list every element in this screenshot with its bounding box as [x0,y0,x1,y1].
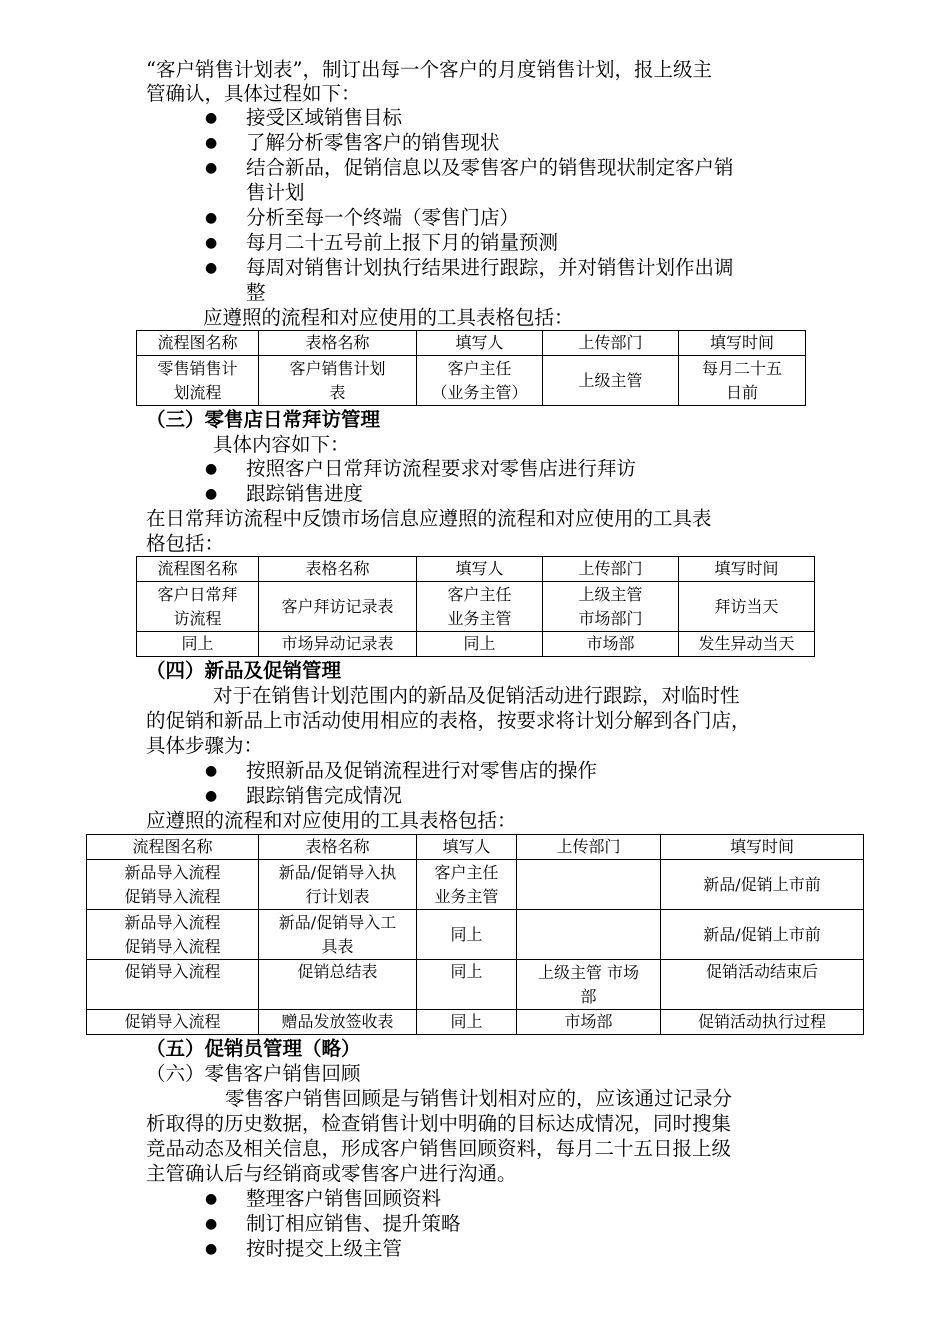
bullet-text: 接受区域销售目标 [246,106,403,129]
bullet-icon: ● [205,1241,218,1257]
paragraph-line: 具体步骤为： [146,734,264,757]
table-cell [417,860,517,910]
table-header-row [137,557,815,582]
header-cell: 流程图名称 [137,557,259,582]
cell-line: 促销导入流程 [124,936,221,956]
table-cell: 新品/促销上市前 [661,910,864,960]
header-cell: 表格名称 [259,331,417,356]
table-cell [679,356,806,406]
cell-line: 具表 [321,936,354,956]
bullet-text: 按照客户日常拜访流程要求对零售店进行拜访 [246,457,637,480]
paragraph-line: 在日常拜访流程中反馈市场信息应遵照的流程和对应使用的工具表 [146,507,712,530]
section-title: （六）零售客户销售回顾 [146,1062,361,1085]
cell-line: 新品/促销导入工 [278,912,397,932]
table-cell: 同上 [417,632,543,657]
paragraph-line: 的促销和新品上市活动使用相应的表格，按要求将计划分解到各门店， [146,709,751,732]
cell-line: 每月二十五 [701,358,782,378]
paragraph-line: 格包括： [146,532,225,555]
cell-line: 上级主管 市场 [537,962,640,982]
table-cell: 市场部 [517,1010,661,1035]
header-cell: 流程图名称 [137,331,259,356]
table-cell [259,860,417,910]
cell-line: 促销导入流程 [124,886,221,906]
table-row [87,960,864,1010]
table-row [137,632,815,657]
cell-line: 日前 [725,382,758,402]
header-cell: 表格名称 [259,557,417,582]
table-cell [517,960,661,1010]
table-cell [417,582,543,632]
table-cell: 促销总结表 [259,960,417,1010]
table-cell [259,910,417,960]
bullet-text: 了解分析零售客户的销售现状 [246,131,500,154]
bullet-text: 每月二十五号前上报下月的销量预测 [246,231,559,254]
table-cell: 同上 [417,960,517,1010]
intro-line-1: “客户销售计划表”，制订出每一个客户的月度销售计划，报上级主 [146,58,712,81]
table-cell [87,860,259,910]
paragraph-line: 零售客户销售回顾是与销售计划相对应的，应该通过记录分 [225,1087,733,1110]
bullet-icon: ● [205,461,218,477]
bullet-text: 跟踪销售进度 [246,482,364,505]
section-title: （三）零售店日常拜访管理 [146,408,381,431]
table-cell: 客户拜访记录表 [259,582,417,632]
table-cell: 市场异动记录表 [259,632,417,657]
table-row [137,356,806,406]
cell-line: 客户主任 [447,584,512,604]
section-title: （四）新品及促销管理 [146,659,342,682]
paragraph-line: 对于在销售计划范围内的新品及促销活动进行跟踪，对临时性 [213,684,740,707]
table-header-row [87,835,864,860]
cell-line: 市场部门 [578,608,643,628]
bullet-text: 整理客户销售回顾资料 [246,1187,442,1210]
header-cell: 上传部门 [517,835,661,860]
cell-line: 部 [580,986,597,1006]
header-cell: 上传部门 [543,331,679,356]
cell-line: （业务主管） [431,382,528,402]
header-cell: 填写时间 [661,835,864,860]
header-cell: 填写时间 [679,557,815,582]
bullet-icon: ● [205,235,218,251]
table-cell: 促销导入流程 [87,960,259,1010]
header-cell: 填写时间 [679,331,806,356]
section-title: （五）促销员管理（略） [146,1037,361,1060]
bullet-text: 每周对销售计划执行结果进行跟踪，并对销售计划作出调 [246,256,734,279]
cell-line: 上级主管 [578,584,643,604]
process-table-3 [86,834,864,1035]
table-row [87,1010,864,1035]
bullet-text: 按时提交上级主管 [246,1237,403,1260]
table-cell: 同上 [137,632,259,657]
process-table-1 [136,330,806,406]
cell-line: 新品导入流程 [124,862,221,882]
bullet-text-cont: 售计划 [246,181,305,204]
table-row [87,860,864,910]
bullet-icon: ● [205,788,218,804]
bullet-text: 结合新品，促销信息以及零售客户的销售现状制定客户销 [246,156,734,179]
cell-line: 客户销售计划 [289,358,386,378]
table-cell [417,356,543,406]
table-intro: 应遵照的流程和对应使用的工具表格包括： [203,306,574,329]
cell-line: 客户主任 [447,358,512,378]
cell-line: 客户日常拜 [157,584,238,604]
cell-line: 业务主管 [434,886,499,906]
cell-line: 划流程 [173,382,222,402]
table-row [87,910,864,960]
cell-line: 表 [329,382,346,402]
header-cell: 上传部门 [543,557,679,582]
bullet-icon: ● [205,210,218,226]
cell-line: 客户主任 [434,862,499,882]
table-header-row [137,331,806,356]
table-cell [517,860,661,910]
header-cell: 填写人 [417,835,517,860]
section-intro: 具体内容如下： [213,433,350,456]
table-cell: 上级主管 [543,356,679,406]
table-cell: 发生异动当天 [679,632,815,657]
bullet-icon: ● [205,160,218,176]
bullet-text: 按照新品及促销流程进行对零售店的操作 [246,759,598,782]
cell-line: 零售销售计 [157,358,238,378]
header-cell: 流程图名称 [87,835,259,860]
paragraph-line: 析取得的历史数据，检查销售计划中明确的目标达成情况，同时搜集 [146,1112,732,1135]
table-cell: 促销活动执行过程 [661,1010,864,1035]
bullet-icon: ● [205,110,218,126]
table-cell: 促销活动结束后 [661,960,864,1010]
bullet-text: 跟踪销售完成情况 [246,784,403,807]
table-cell [517,910,661,960]
process-table-2 [136,556,815,657]
table-cell [137,356,259,406]
bullet-icon: ● [205,486,218,502]
table-cell: 同上 [417,1010,517,1035]
bullet-text: 制订相应销售、提升策略 [246,1212,461,1235]
cell-line: 新品/促销导入执 [278,862,397,882]
cell-line: 业务主管 [447,608,512,628]
cell-line: 新品导入流程 [124,912,221,932]
table-cell: 促销导入流程 [87,1010,259,1035]
table-cell: 拜访当天 [679,582,815,632]
bullet-text-cont: 整 [246,281,266,304]
bullet-icon: ● [205,135,218,151]
header-cell: 表格名称 [259,835,417,860]
table-cell [87,910,259,960]
bullet-text: 分析至每一个终端（零售门店） [246,206,520,229]
bullet-icon: ● [205,260,218,276]
table-intro: 应遵照的流程和对应使用的工具表格包括： [146,809,517,832]
intro-line-2: 管确认，具体过程如下： [146,82,361,105]
cell-line: 行计划表 [305,886,370,906]
bullet-icon: ● [205,1216,218,1232]
table-cell: 新品/促销上市前 [661,860,864,910]
table-cell: 赠品发放签收表 [259,1010,417,1035]
paragraph-line: 竞品动态及相关信息，形成客户销售回顾资料，每月二十五日报上级 [146,1137,732,1160]
cell-line: 访流程 [173,608,222,628]
bullet-icon: ● [205,1191,218,1207]
table-row [137,582,815,632]
table-cell: 市场部 [543,632,679,657]
table-cell [543,582,679,632]
table-cell [137,582,259,632]
bullet-icon: ● [205,763,218,779]
header-cell: 填写人 [417,331,543,356]
table-cell [259,356,417,406]
paragraph-line: 主管确认后与经销商或零售客户进行沟通。 [146,1162,517,1185]
table-cell: 同上 [417,910,517,960]
header-cell: 填写人 [417,557,543,582]
